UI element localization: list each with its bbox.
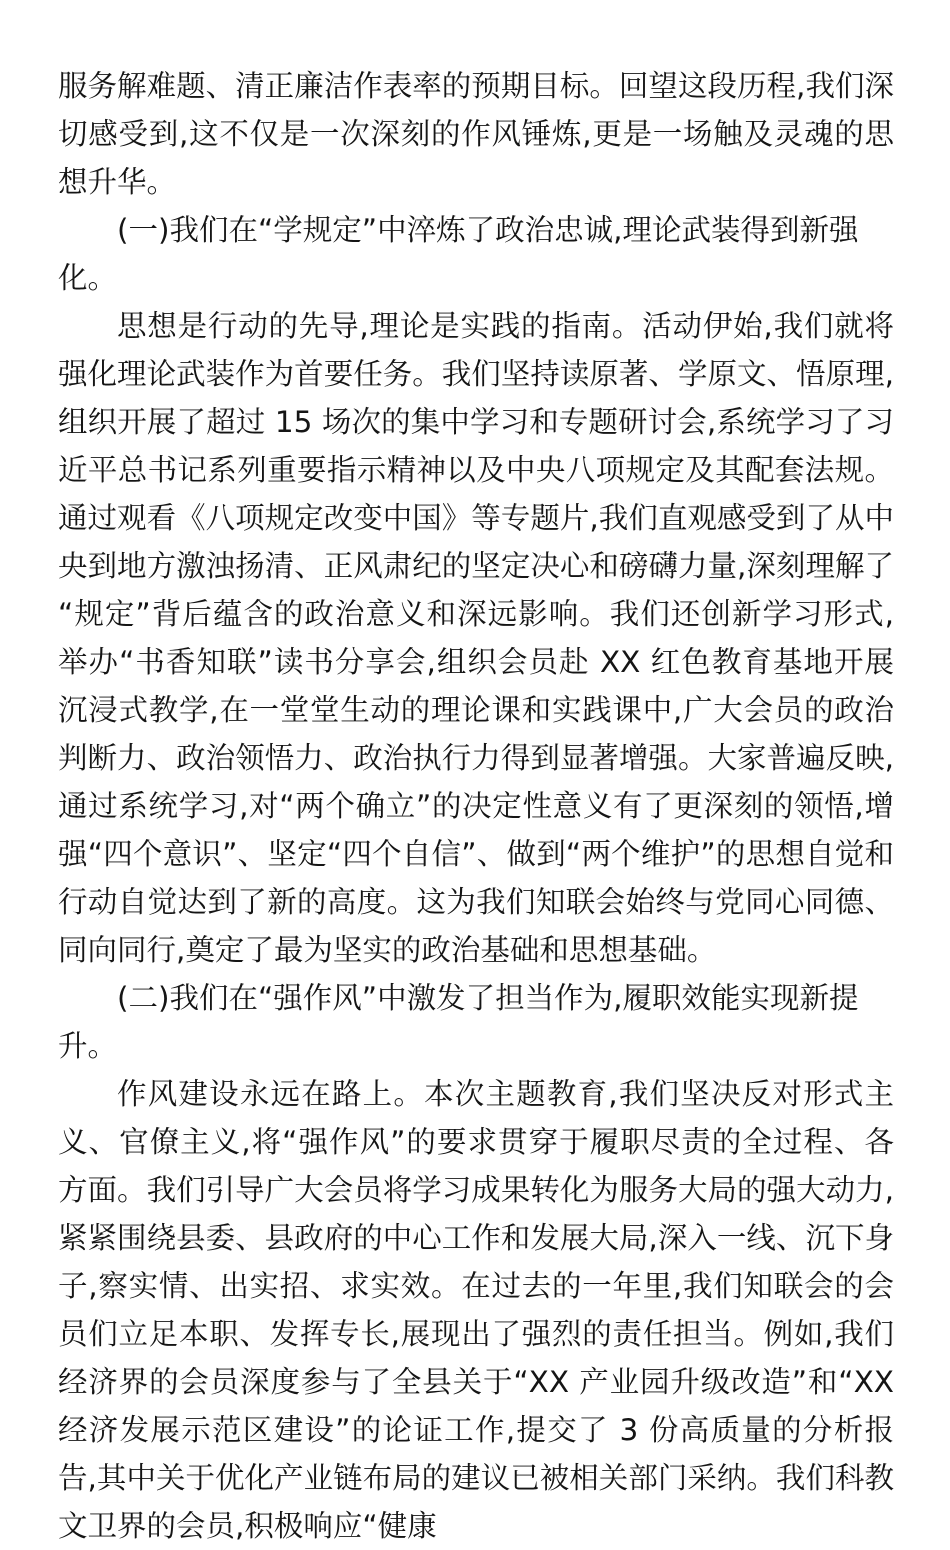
paragraph-sub-heading-one: (一)我们在“学规定”中淬炼了政治忠诚,理论武装得到新强化。 — [58, 213, 859, 295]
paragraph-sub-heading-two: (二)我们在“强作风”中激发了担当作为,履职效能实现新提升。 — [58, 981, 859, 1063]
paragraph-intro-continuation: 服务解难题、清正廉洁作表率的预期目标。回望这段历程,我们深切感受到,这不仅是一次深刻的作风锤炼,更是一场触及灵魂的思想升华。 — [58, 69, 894, 199]
paragraph-body-two: 作风建设永远在路上。本次主题教育,我们坚决反对形式主义、官僚主义,将“强作风”的要求贯穿于履职尽责的全过程、各方面。我们引导广大会员将学习成果转化为服务大局的强大动力,紧紧围绕县委、县政府的中心工作和发展大局,深入一线、沉下身子,察实情、出实招、求实效。在过去的一年里,我们知联会的会员们立足本职、发挥专长,展现出了强烈的责任担当。例如,我们经济界的会员深度参与了全县关于“XX 产业园升级改造”和“XX 经济发展示范区建设”的论证工作,提交了 3 份高质量的分析报告,其中关于优化产业链布局的建议已被相关部门采纳。我们科教文卫界的会员,积极响应“健康 — [58, 1077, 894, 1543]
page-text-body — [58, 62, 894, 1550]
paragraph-body-one: 思想是行动的先导,理论是实践的指南。活动伊始,我们就将强化理论武装作为首要任务。我们坚持读原著、学原文、悟原理,组织开展了超过 15 场次的集中学习和专题研讨会,系统学习了习近平总书记系列重要指示精神以及中央八项规定及其配套法规。通过观看《八项规定改变中国》等专题片,我们直观感受到了从中央到地方激浊扬清、正风肃纪的坚定决心和磅礴力量,深刻理解了“规定”背后蕴含的政治意义和深远影响。我们还创新学习形式,举办“书香知联”读书分享会,组织会员赴 XX 红色教育基地开展沉浸式教学,在一堂堂生动的理论课和实践课中,广大会员的政治判断力、政治领悟力、政治执行力得到显著增强。大家普遍反映,通过系统学习,对“两个确立”的决定性意义有了更深刻的领悟,增强“四个意识”、坚定“四个自信”、做到“两个维护”的思想自觉和行动自觉达到了新的高度。这为我们知联会始终与党同心同德、同向同行,奠定了最为坚实的政治基础和思想基础。 — [58, 309, 894, 967]
